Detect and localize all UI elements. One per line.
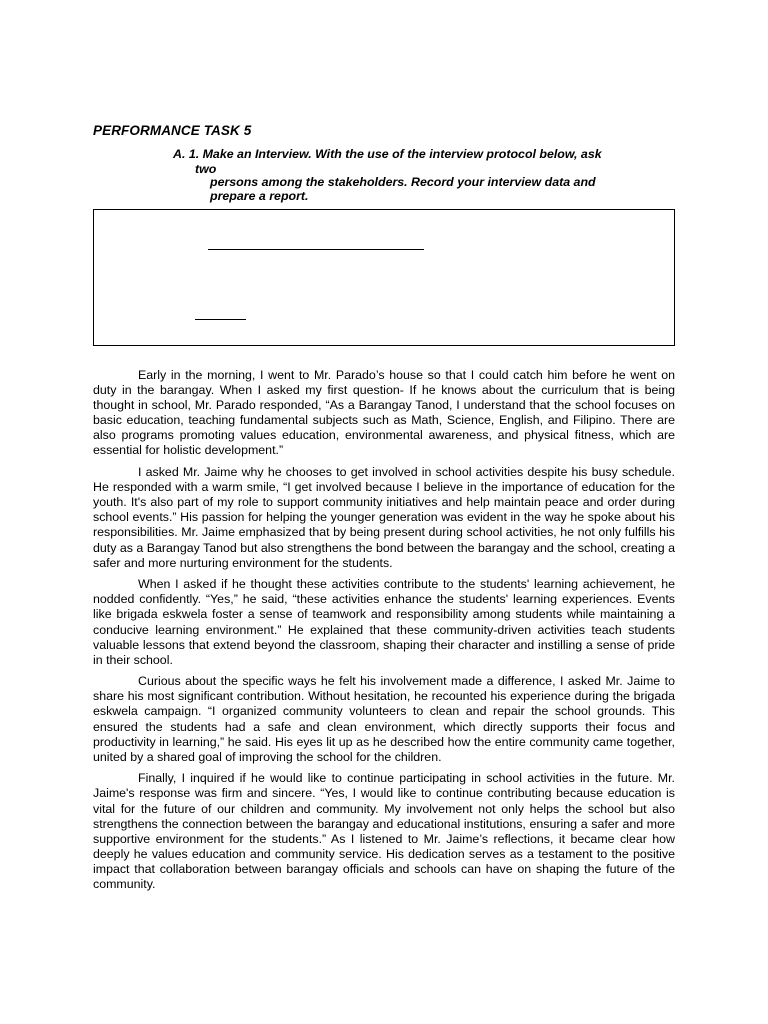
blank-line <box>208 249 424 250</box>
report-paragraph: I asked Mr. Jaime why he chooses to get involved in school activities despite his busy schedule. He responded with a warm smile, “I get involved because I believe in the importance of education for the youth. It's also part of my role to support community initiatives and help maintain peace and order during school events.” His passion for helping the younger generation was evident in the way he spoke about his responsibilities. Mr. Jaime emphasized that by being present during school activities, he not only fulfills his duty as a Barangay Tanod but also strengthens the bond between the barangay and the school, creating a safer and more nurturing environment for the students. <box>93 465 675 570</box>
instruction-line: persons among the stakeholders. Record your interview data and <box>210 175 596 189</box>
report-paragraph: Finally, I inquired if he would like to continue participating in school activities in the future. Mr. Jaime's response was firm and sincere. “Yes, I would like to continue contributing because education is vital for the future of our children and community. My involvement not only helps the school but also strengthens the connection between the barangay and educational institutions, ensuring a safer and more supportive environment for the students.” As I listened to Mr. Jaime’s reflections, it became clear how deeply he values education and community service. His dedication serves as a testament to the positive impact that collaboration between barangay officials and schools can have on shaping the future of the community. <box>93 771 675 891</box>
instruction-line: two <box>195 162 217 176</box>
instruction-line: prepare a report. <box>210 189 309 203</box>
report-paragraph: Curious about the specific ways he felt his involvement made a difference, I asked Mr. Jaime to share his most significant contribution. Without hesitation, he recounted his experience during the brigada eskwela campaign. “I organized community volunteers to clean and repair the school grounds. This ensured the students had a safe and clean environment, which directly supports their focus and productivity in learning,” he said. His eyes lit up as he described how the entire community came together, united by a shared goal of improving the school for the children. <box>93 674 675 764</box>
report-paragraph: When I asked if he thought these activities contribute to the students' learning achievement, he nodded confidently. “Yes,” he said, “these activities enhance the students' learning experiences. Events like brigada eskwela foster a sense of teamwork and responsibility among students while maintaining a conducive learning environment.” He explained that these community-driven activities teach students valuable lessons that extend beyond the classroom, shaping their character and instilling a sense of pride in their school. <box>93 577 675 667</box>
page-title: PERFORMANCE TASK 5 <box>93 123 252 138</box>
blank-line <box>195 319 246 320</box>
interview-protocol-box <box>93 209 675 346</box>
report-paragraph: Early in the morning, I went to Mr. Parado’s house so that I could catch him before he went on duty in the barangay. When I asked my first question- If he knows about the curriculum that is being thought in school, Mr. Parado responded, “As a Barangay Tanod, I understand that the school focuses on basic education, teaching fundamental subjects such as Math, Science, English, and Filipino. There are also programs promoting values education, environmental awareness, and physical fitness, which are essential for holistic development.” <box>93 368 675 458</box>
interview-report <box>93 368 675 899</box>
instruction-line: A. 1. Make an Interview. With the use of the interview protocol below, ask <box>173 147 602 161</box>
